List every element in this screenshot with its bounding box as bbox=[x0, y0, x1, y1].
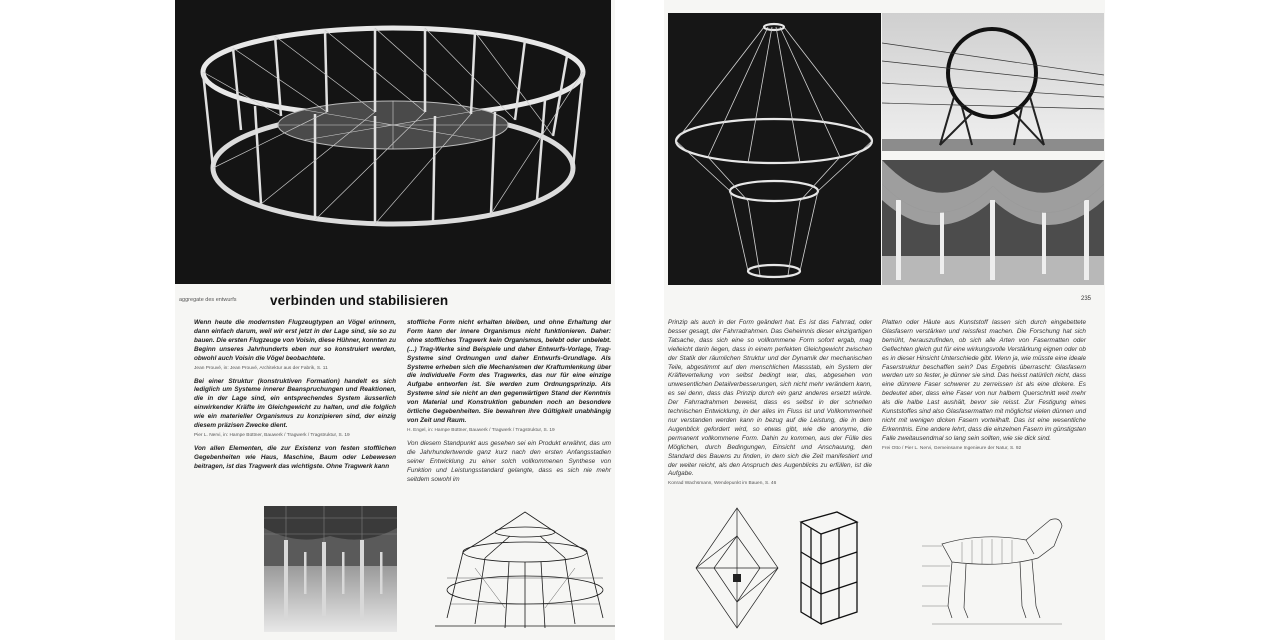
warehouse-vault-photo bbox=[882, 160, 1104, 285]
column-hall-photo bbox=[264, 506, 397, 632]
quote-engel-continued: stoffliche Form nicht erhalten bleiben, und ohne Erhaltung der Form kann der innere Organismus nicht funktionieren. Daher: ohne stoffliches Tragwerk kein Organismus, belebt oder unbelebt. (...) Trag-Werke sind Beispiele und daher Entwurfs-Vorlage, Trag-Systeme sind Ordnungen und daher Entwurfs-Grundlage. Als Systeme erheben sich die Mechanismen der Kraftumlenkung über die individuelle Form des Tragwerks, das nur für eine einzige Aufgabe entworfen ist. Sie werden zum Ordnungsprinzip. Als Systeme sind sie nicht an den gegenwärtigen Stand der Kenntnis von Material und Konstruktion gebunden noch an besondere örtliche Gegebenheiten. Sie bewahren ihre Gültigkeit unabhängig von Zeit und Raum. bbox=[407, 319, 611, 424]
cube-frame-drawing bbox=[797, 508, 861, 626]
source-engel: H. Engel, in: Hampe Büttner, Bauwerk / Tragwerk / Tragstruktur, S. 19 bbox=[407, 427, 555, 433]
running-head: aggregate des entwurfs bbox=[179, 297, 237, 303]
rotunda-frame-drawing bbox=[435, 508, 615, 632]
quote-prouve: Wenn heute die modernsten Flugzeugtypen an Vögel erinnern, dann einfach darum, weil wir erst jetzt in der Lage sind, sie so zu bauen. Die ersten Flugzeuge von Voisin, diese Hühner, konnten zu Beginn unseres Jahrhunderts eben nur so konstruiert werden, obwohl auch Voisin die Vögel beobachtete. bbox=[194, 319, 396, 362]
text-wachsmann-start: Von diesem Standpunkt aus gesehen sei ein Produkt erwähnt, das um die Jahrhundertwende ganz kurz nach den ersten Anfangsstadien seiner Entwicklung zu einer solch vollkommenen Synthese von Funktion und Leistungsstandard gelangte, dass es sich nie mehr seitdem sowohl im bbox=[407, 439, 611, 483]
source-prouve: Jean Prouvé, in: Jean Prouvé, Architektur aus der Fabrik, S. 11 bbox=[194, 365, 328, 371]
right-column-2 bbox=[882, 319, 1086, 458]
page-number: 235 bbox=[1081, 296, 1092, 302]
tensile-ring-model-photo bbox=[175, 0, 611, 284]
text-glass-fibre: Platten oder Häute aus Kunststoff lassen sich durch eingebettete Glasfasern verstärken und reissfest machen. Die Forschung hat sich bemüht, herauszufinden, ob sich alle Arten von Fasermatten oder Geflechten gleich gut für eine wirkungsvolle Verstärkung eignen oder ob es in dieser Hinsicht Unterschiede gibt. Wenn ja, wie müsste eine ideale Faserstruktur beschaffen sein? Das Ergebnis überrascht: Glasfasern werden um so fester, je dünner sie sind. Das heisst natürlich nicht, dass eine dünnere Faser schwerer zu zerreissen ist als eine dickere. Es bedeutet aber, dass eine Faser von nur halbem Querschnitt weit mehr als die halbe Last aushält, bevor sie reisst. Zur Festigung eines Kunststoffes sind also Glasfasermatten mit möglichst vielen dünnen und nicht mit wenigen dicken Fasern vorteilhaft. Das ist eine wesentliche Erkenntnis. Eine andere lehrt, dass die einzelnen Fasern im günstigsten Falle zweitausendmal so lang sein sollten, wie sie dick sind. bbox=[882, 319, 1086, 442]
source-otto-nervi: Frei Otto / Pier L. Nervi, Gemeinsame Ingenieure der Natur, S. 92 bbox=[882, 445, 1022, 451]
horse-skeleton-drawing bbox=[922, 506, 1072, 632]
quote-nervi: Bei einer Struktur (konstruktiven Formation) handelt es sich lediglich um Systeme innerer Beanspruchungen und Reaktionen, die in der Lage sind, ein entsprechendes System äusserlich einwirkender Kräfte im Gleichgewicht zu halten, und die folglich wie ein materieller Organismus zu konzipieren sind, der einzig diesem präzisen Zwecke dient. bbox=[194, 377, 396, 430]
right-page bbox=[664, 0, 1105, 640]
text-wachsmann-continued: Prinzip als auch in der Form geändert hat. Es ist das Fahrrad, oder besser gesagt, der Fahrradrahmen. Das Geheimnis dieser einzigartigen Tatsache, dass sich eine so vollkommene Form sofort ergab, mag vielleicht darin liegen, dass in einem perfekten Gleichgewicht zwischen der Statik der räumlichen Struktur und der Dynamik der mechanischen Teile, abgestimmt auf den menschlichen Massstab, ein System der Kräfteverteilung von selbst bedingt war, das, abgesehen von unwesentlichen Detailverbesserungen, sich nicht mehr verändern kann, es sei denn, dass das Prinzip durch ein ganz anderes ersetzt würde. Der Fahrradrahmen beweist, dass es selbst in der schnellen technischen Entwicklung, in der alles im Fluss ist und Vollkommenheit nur verstanden werden kann in bezug auf die Leistung, die in dem Augenblick gefordert wird, so etwas gibt, wie die anonyme, die permanent vollkommene Form. Dahin zu kommen, aus der Fülle des Möglichen, durch Bedingungen, Einsicht und Anschauung, den Standard des Bauens zu finden, in dem sich die Zeit manifestiert und der weiter reicht, als den Anspruch des Augenblicks zu erfüllen, ist die Aufgabe. bbox=[668, 319, 872, 478]
section-title: verbinden und stabilisieren bbox=[270, 293, 449, 308]
hyperboloid-tower-photo bbox=[668, 13, 881, 285]
wind-tunnel-ring-photo bbox=[882, 13, 1104, 151]
left-column-2 bbox=[407, 319, 611, 484]
source-wachsmann: Konrad Wachsmann, Wendepunkt im Bauen, S. 46 bbox=[668, 481, 777, 487]
source-nervi: Pier L. Nervi, in: Hampe Büttner, Bauwerk / Tragwerk / Tragstruktur, S. 19 bbox=[194, 432, 350, 438]
quote-engel-start: Von allen Elementen, die zur Existenz von festen stofflichen Gegebenheiten wie Haus, Maschine, Baum oder Lebewesen beitragen, ist das Tragwerk das wichtigste. Ohne Tragwerk kann bbox=[194, 444, 396, 470]
right-column-1 bbox=[668, 319, 872, 493]
left-page bbox=[175, 0, 615, 640]
left-column-1 bbox=[194, 319, 396, 472]
diamond-frame-drawing bbox=[692, 506, 782, 630]
book-gutter bbox=[615, 0, 664, 640]
